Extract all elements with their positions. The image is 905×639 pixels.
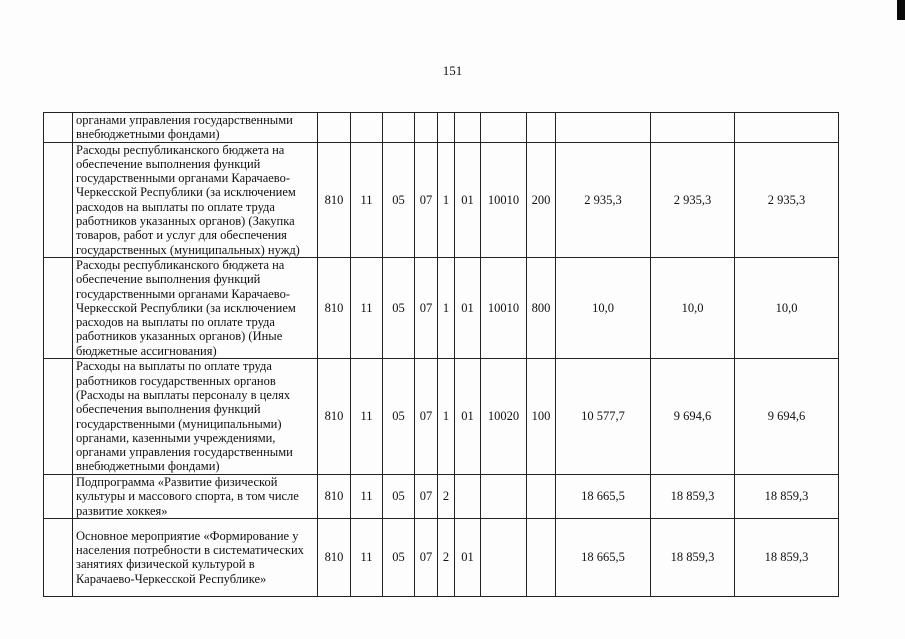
amount-year-2: 18 859,3 — [651, 518, 735, 596]
scan-edge-mark — [897, 0, 905, 20]
ministry-code: 810 — [318, 518, 351, 596]
table-row — [44, 142, 839, 257]
section-code: 11 — [351, 475, 383, 519]
expense-type-code — [527, 475, 556, 519]
row-marker-cell — [44, 518, 73, 596]
amount-year-3: 10,0 — [735, 257, 839, 358]
section-code — [351, 113, 383, 143]
activity-code: 01 — [455, 142, 481, 257]
expense-type-code — [527, 113, 556, 143]
expense-type-code: 800 — [527, 257, 556, 358]
section-code: 11 — [351, 142, 383, 257]
subsection-code: 05 — [383, 257, 415, 358]
amount-year-2 — [651, 113, 735, 143]
row-description: органами управления государственными внебюджетными фондами) — [73, 113, 318, 143]
program-code — [415, 113, 438, 143]
budget-table — [43, 112, 839, 597]
amount-year-1: 18 665,5 — [556, 518, 651, 596]
activity-code: 01 — [455, 359, 481, 475]
subsection-code: 05 — [383, 518, 415, 596]
section-code: 11 — [351, 257, 383, 358]
row-marker-cell — [44, 142, 73, 257]
subsection-code: 05 — [383, 359, 415, 475]
subprogram-code: 2 — [438, 475, 455, 519]
amount-year-1: 10 577,7 — [556, 359, 651, 475]
direction-code — [481, 113, 527, 143]
program-code: 07 — [415, 142, 438, 257]
row-marker-cell — [44, 475, 73, 519]
ministry-code: 810 — [318, 359, 351, 475]
ministry-code: 810 — [318, 257, 351, 358]
amount-year-1: 18 665,5 — [556, 475, 651, 519]
amount-year-1: 10,0 — [556, 257, 651, 358]
activity-code — [455, 475, 481, 519]
subprogram-code: 1 — [438, 257, 455, 358]
table-row — [44, 359, 839, 475]
table-row — [44, 257, 839, 358]
ministry-code: 810 — [318, 142, 351, 257]
program-code: 07 — [415, 359, 438, 475]
table-row — [44, 475, 839, 519]
subprogram-code: 1 — [438, 359, 455, 475]
direction-code: 10010 — [481, 257, 527, 358]
row-description: Расходы на выплаты по оплате труда работников государственных органов (Расходы на выплаты персоналу в целях обеспечения выполнения функций государственными (муниципальными) органами, казенными учреждениями, органами управления государственными внебюджетными фондами) — [73, 359, 318, 475]
amount-year-1: 2 935,3 — [556, 142, 651, 257]
subsection-code — [383, 113, 415, 143]
expense-type-code: 100 — [527, 359, 556, 475]
subsection-code: 05 — [383, 142, 415, 257]
section-code: 11 — [351, 359, 383, 475]
activity-code — [455, 113, 481, 143]
expense-type-code — [527, 518, 556, 596]
activity-code: 01 — [455, 518, 481, 596]
amount-year-3 — [735, 113, 839, 143]
program-code: 07 — [415, 475, 438, 519]
direction-code — [481, 518, 527, 596]
direction-code: 10010 — [481, 142, 527, 257]
amount-year-1 — [556, 113, 651, 143]
table-row — [44, 113, 839, 143]
ministry-code — [318, 113, 351, 143]
amount-year-3: 9 694,6 — [735, 359, 839, 475]
subprogram-code: 1 — [438, 142, 455, 257]
subsection-code: 05 — [383, 475, 415, 519]
row-description: Расходы республиканского бюджета на обеспечение выполнения функций государственными органами Карачаево-Черкесской Республики (за исключением расходов на выплаты по оплате труда работников указанных органов) (Закупка товаров, работ и услуг для обеспечения государственных (муниципальных) нужд) — [73, 142, 318, 257]
amount-year-2: 2 935,3 — [651, 142, 735, 257]
activity-code: 01 — [455, 257, 481, 358]
amount-year-3: 2 935,3 — [735, 142, 839, 257]
expense-type-code: 200 — [527, 142, 556, 257]
row-marker-cell — [44, 113, 73, 143]
subprogram-code: 2 — [438, 518, 455, 596]
row-description: Основное мероприятие «Формирование у населения потребности в систематических занятиях физической культурой в Карачаево-Черкесской Республике» — [73, 518, 318, 596]
direction-code — [481, 475, 527, 519]
amount-year-2: 10,0 — [651, 257, 735, 358]
row-description: Подпрограмма «Развитие физической культуры и массового спорта, в том числе развитие хоккея» — [73, 475, 318, 519]
amount-year-3: 18 859,3 — [735, 518, 839, 596]
amount-year-2: 9 694,6 — [651, 359, 735, 475]
subprogram-code — [438, 113, 455, 143]
direction-code: 10020 — [481, 359, 527, 475]
page-number: 151 — [442, 63, 463, 78]
section-code: 11 — [351, 518, 383, 596]
amount-year-2: 18 859,3 — [651, 475, 735, 519]
table-row — [44, 518, 839, 596]
program-code: 07 — [415, 257, 438, 358]
row-description: Расходы республиканского бюджета на обеспечение выполнения функций государственными органами Карачаево-Черкесской Республики (за исключением расходов на выплаты по оплате труда работников указанных органов) (Иные бюджетные ассигнования) — [73, 257, 318, 358]
row-marker-cell — [44, 359, 73, 475]
program-code: 07 — [415, 518, 438, 596]
amount-year-3: 18 859,3 — [735, 475, 839, 519]
row-marker-cell — [44, 257, 73, 358]
ministry-code: 810 — [318, 475, 351, 519]
